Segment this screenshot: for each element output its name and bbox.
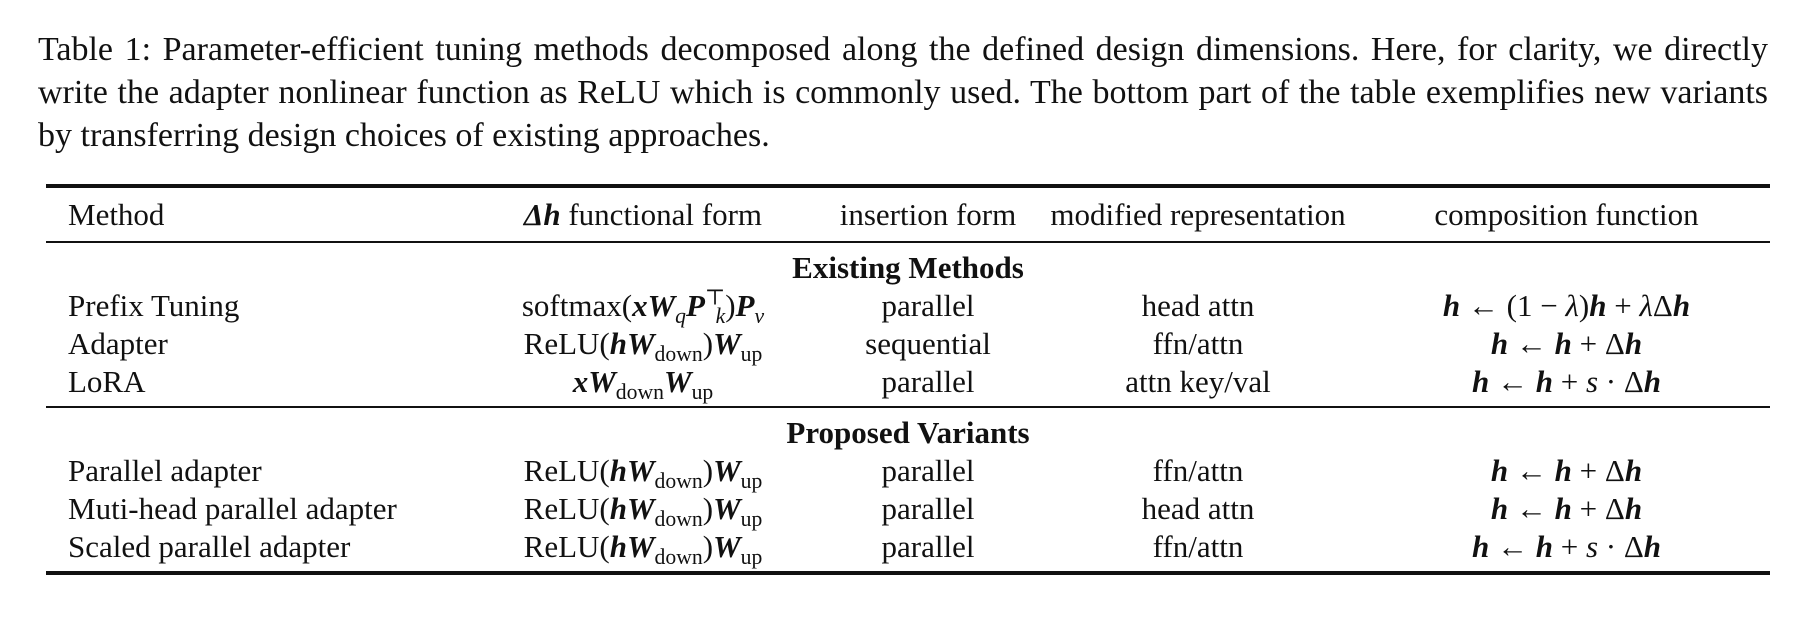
- table-header-row: [46, 186, 1770, 242]
- header-insertion-form: insertion form: [839, 197, 1017, 232]
- table-row: [46, 324, 1770, 362]
- insertion-cell: parallel: [881, 452, 975, 488]
- composition-cell: h ← h + Δh: [1490, 452, 1643, 488]
- section-header-proposed: [46, 407, 1770, 451]
- section-title: Proposed Variants: [786, 415, 1030, 450]
- method-cell: LoRA: [68, 363, 146, 399]
- table-row: [46, 489, 1770, 527]
- insertion-cell: parallel: [881, 528, 975, 564]
- insertion-cell: parallel: [881, 490, 975, 526]
- modified-cell: head attn: [1141, 490, 1255, 526]
- insertion-cell: parallel: [881, 363, 975, 399]
- delta-h-symbol: Δh: [523, 197, 561, 232]
- modified-cell: ffn/attn: [1152, 325, 1244, 361]
- section-header-existing: [46, 242, 1770, 286]
- table-row: [46, 286, 1770, 324]
- method-cell: Prefix Tuning: [68, 287, 240, 323]
- insertion-cell: parallel: [881, 287, 975, 323]
- methods-table: [46, 184, 1770, 575]
- modified-cell: head attn: [1141, 287, 1255, 323]
- functional-form-cell: $softmax(xW_qP^⊤_k)P_v$: [521, 285, 765, 328]
- table-row: [46, 451, 1770, 489]
- method-cell: Adapter: [68, 325, 168, 361]
- modified-cell: ffn/attn: [1152, 452, 1244, 488]
- composition-cell: h ← h + s · Δh: [1471, 363, 1662, 399]
- table-row: [46, 362, 1770, 407]
- insertion-cell: sequential: [865, 325, 991, 361]
- header-composition-function: composition function: [1434, 197, 1699, 232]
- section-title: Existing Methods: [792, 250, 1024, 285]
- method-cell: Muti-head parallel adapter: [68, 490, 397, 526]
- method-cell: Parallel adapter: [68, 452, 262, 488]
- functional-form-cell: $ReLU(hW_{down})W_{up}$: [523, 452, 763, 493]
- header-method: Method: [68, 197, 165, 232]
- composition-cell: h ← h + s · Δh: [1471, 528, 1662, 564]
- header-functional-form-label: functional form: [560, 197, 763, 232]
- composition-cell: h ← h + Δh: [1490, 490, 1643, 526]
- header-functional-form: [463, 186, 823, 242]
- functional-form-cell: $ReLU(hW_{down})W_{up}$: [523, 528, 763, 569]
- functional-form-cell: $ReLU(hW_{down})W_{up}$: [523, 325, 763, 366]
- header-modified-representation: modified representation: [1050, 197, 1346, 232]
- table-caption: Table 1: Parameter-efficient tuning methods decomposed along the defined design dimensions. Here, for clarity, we directly write the adapter nonlinear function as ReLU which is commonly used. The bottom part of the table exemplifies new variants by transferring design choices of existing approaches.: [38, 31, 1768, 154]
- functional-form-cell: $xW_{down}W_{up}$: [572, 363, 714, 404]
- method-cell: Scaled parallel adapter: [68, 528, 351, 564]
- composition-cell: h ← (1 − λ)h + λΔh: [1442, 287, 1691, 323]
- composition-cell: h ← h + Δh: [1490, 325, 1643, 361]
- modified-cell: attn key/val: [1125, 363, 1271, 399]
- table-row: [46, 527, 1770, 573]
- modified-cell: ffn/attn: [1152, 528, 1244, 564]
- functional-form-cell: $ReLU(hW_{down})W_{up}$: [523, 490, 763, 531]
